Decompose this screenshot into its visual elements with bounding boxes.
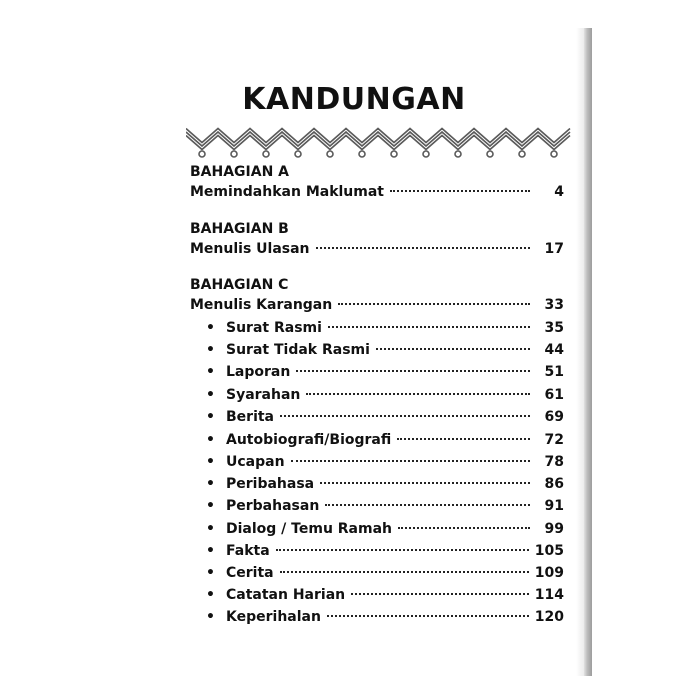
toc-page-number: 105 (534, 543, 564, 559)
toc-page-number: 61 (544, 387, 564, 403)
zigzag-ornament (186, 126, 578, 160)
toc-page-number: 114 (534, 587, 564, 603)
toc-entry-label: Menulis Ulasan (190, 241, 310, 257)
toc-subentry[interactable] (206, 563, 564, 583)
dot-leader (276, 549, 529, 551)
toc-entry-label: Keperihalan (226, 609, 321, 625)
toc-page-number: 91 (544, 498, 564, 514)
ornament-circle (519, 151, 525, 157)
toc-subentry[interactable] (206, 407, 564, 427)
toc-page-number: 120 (534, 609, 564, 625)
ornament-circle (391, 151, 397, 157)
toc-entry-label: Catatan Harian (226, 587, 346, 603)
dot-leader (390, 190, 530, 192)
toc-page-number: 4 (554, 184, 564, 200)
dot-leader (325, 504, 530, 506)
toc-page-number: 72 (544, 432, 564, 448)
toc-entry-label: Dialog / Temu Ramah (226, 521, 393, 537)
dot-leader (291, 460, 530, 462)
toc-entry-label: Perbahasan (226, 498, 320, 514)
dot-leader (327, 615, 529, 617)
toc-entry-label: Berita (226, 409, 275, 425)
toc-page-number: 78 (544, 454, 564, 470)
ornament-circle (423, 151, 429, 157)
ornament-circle (551, 151, 557, 157)
ornament-circle (359, 151, 365, 157)
ornament-circle (295, 151, 301, 157)
bullet-icon: • (206, 587, 215, 603)
toc-page-number: 109 (534, 565, 564, 581)
toc-page-number: 17 (544, 241, 564, 257)
dot-leader (280, 571, 529, 573)
bullet-icon: • (206, 476, 215, 492)
toc-entry-section-c[interactable] (190, 295, 564, 315)
toc-subentry[interactable] (206, 340, 564, 360)
toc-page-number: 33 (544, 297, 564, 313)
toc-entry-label: Fakta (226, 543, 270, 559)
toc-page-number: 51 (544, 364, 564, 380)
toc-subentry[interactable] (206, 519, 564, 539)
bullet-icon: • (206, 543, 215, 559)
toc-subentry[interactable] (206, 541, 564, 561)
ornament-circle (231, 151, 237, 157)
toc-entry-label: Cerita (226, 565, 274, 581)
toc-entry-label: Laporan (226, 364, 291, 380)
toc-subentry[interactable] (206, 430, 564, 450)
section-c-label: BAHAGIAN C (190, 277, 289, 293)
ornament-circle (455, 151, 461, 157)
toc-subentry[interactable] (206, 607, 564, 627)
toc-entry-label: Memindahkan Maklumat (190, 184, 384, 200)
ornament-circle (199, 151, 205, 157)
dot-leader (296, 370, 530, 372)
dot-leader (397, 438, 530, 440)
bullet-icon: • (206, 320, 215, 336)
bullet-icon: • (206, 342, 215, 358)
bullet-icon: • (206, 409, 215, 425)
toc-entry-label: Surat Rasmi (226, 320, 322, 336)
toc-entry-label: Syarahan (226, 387, 301, 403)
toc-page-number: 69 (544, 409, 564, 425)
toc-entry-section-b[interactable] (190, 239, 564, 259)
bullet-icon: • (206, 387, 215, 403)
toc-entry-label: Autobiografi/Biografi (226, 432, 392, 448)
bullet-icon: • (206, 432, 215, 448)
toc-entry-label: Surat Tidak Rasmi (226, 342, 370, 358)
ornament-circle (487, 151, 493, 157)
toc-page-number: 99 (544, 521, 564, 537)
dot-leader (398, 527, 530, 529)
bullet-icon: • (206, 498, 215, 514)
dot-leader (376, 348, 530, 350)
dot-leader (320, 482, 530, 484)
toc-subentry[interactable] (206, 496, 564, 516)
dot-leader (306, 393, 530, 395)
ornament-circle (263, 151, 269, 157)
toc-subentry[interactable] (206, 362, 564, 382)
bullet-icon: • (206, 521, 215, 537)
toc-subentry[interactable] (206, 585, 564, 605)
dot-leader (351, 593, 529, 595)
toc-entry-label: Ucapan (226, 454, 285, 470)
ornament-circle (327, 151, 333, 157)
bullet-icon: • (206, 454, 215, 470)
dot-leader (316, 247, 530, 249)
dot-leader (280, 415, 530, 417)
section-a-label: BAHAGIAN A (190, 164, 290, 180)
toc-subentry[interactable] (206, 452, 564, 472)
bullet-icon: • (206, 565, 215, 581)
page-title: KANDUNGAN (242, 82, 466, 117)
toc-entry-section-a[interactable] (190, 182, 564, 202)
toc-subentry[interactable] (206, 385, 564, 405)
toc-entry-label: Peribahasa (226, 476, 315, 492)
dot-leader (328, 326, 530, 328)
toc-entry-label: Menulis Karangan (190, 297, 333, 313)
toc-page-number: 35 (544, 320, 564, 336)
page-edge (584, 28, 592, 676)
toc-subentry[interactable] (206, 318, 564, 338)
toc-page-number: 86 (544, 476, 564, 492)
bullet-icon: • (206, 609, 215, 625)
section-b-label: BAHAGIAN B (190, 221, 289, 237)
dot-leader (338, 303, 530, 305)
toc-page-number: 44 (544, 342, 564, 358)
bullet-icon: • (206, 364, 215, 380)
toc-subentry[interactable] (206, 474, 564, 494)
